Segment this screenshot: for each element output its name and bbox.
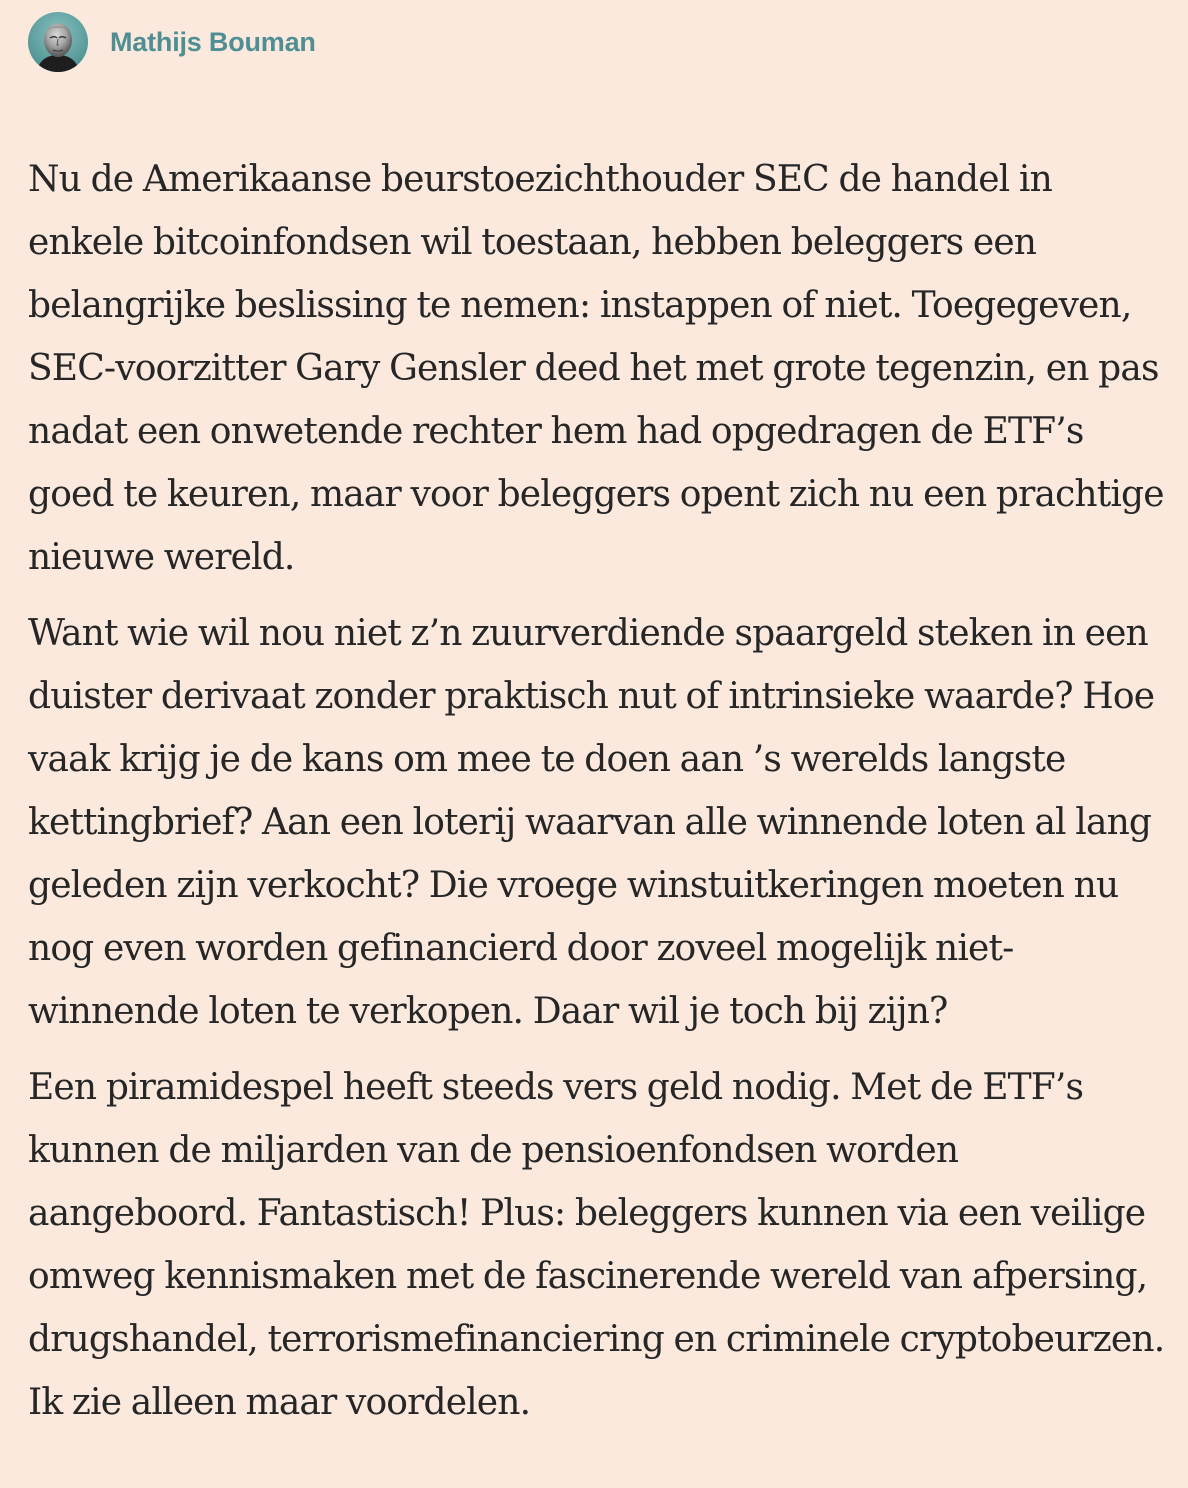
article-body [28,148,1168,1434]
paragraph-2: Want wie wil nou niet z’n zuurverdiende spaargeld steken in een duister derivaat zonder praktisch nut of intrinsieke waarde? Hoe vaak krijg je de kans om mee te doen aan ’s werelds langste kettingbrief? Aan een loterij waarvan alle winnende loten al lang geleden zijn verkocht? Die vroege winstuitkeringen moeten nu nog even worden gefinancierd door zoveel mogelijk niet-winnende loten te verkopen. Daar wil je toch bij zijn? [28,613,1155,1032]
author-name[interactable]: Mathijs Bouman [110,26,316,57]
byline [28,12,1188,72]
paragraph-3: Een piramidespel heeft steeds vers geld nodig. Met de ETF’s kunnen de miljarden van de pensioenfondsen worden aangeboord. Fantastisch! Plus: beleggers kunnen via een veilige omweg kennismaken met de fascinerende wereld van afpersing, drugshandel, terrorismefinanciering en criminele cryptobeurzen. Ik zie alleen maar voordelen. [28,1067,1165,1423]
author-avatar[interactable] [28,12,88,72]
paragraph-1: Nu de Amerikaanse beurstoezichthouder SEC de handel in enkele bitcoinfondsen wil toestaan, hebben beleggers een belangrijke beslissing te nemen: instappen of niet. Toegegeven, SEC-voorzitter Gary Gensler deed het met grote tegenzin, en pas nadat een onwetende rechter hem had opgedragen de ETF’s goed te keuren, maar voor beleggers opent zich nu een prachtige nieuwe wereld. [28,159,1164,578]
author-portrait-icon [28,12,88,72]
